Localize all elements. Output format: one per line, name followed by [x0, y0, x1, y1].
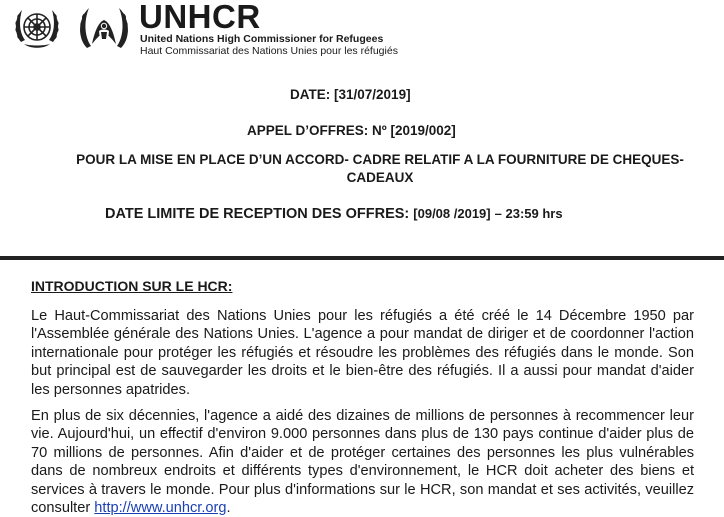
- date-value: [31/07/2019]: [334, 87, 411, 102]
- unhcr-website-link[interactable]: http://www.unhcr.org: [94, 500, 227, 517]
- tender-label: APPEL D’OFFRES: Nº: [247, 123, 387, 138]
- intro-paragraph-2: [31, 407, 694, 517]
- un-emblem-icon: [12, 2, 62, 52]
- purpose-heading: POUR LA MISE EN PLACE D’UN ACCORD- CADRE RELATIF A LA FOURNITURE DE CHEQUES-CADEAUX: [76, 152, 684, 185]
- unhcr-emblem-icon: [75, 2, 133, 54]
- brand-name-en: United Nations High Commissioner for Refugees: [140, 33, 384, 45]
- deadline-label: DATE LIMITE DE RECEPTION DES OFFRES:: [105, 206, 410, 222]
- section-divider: [0, 256, 724, 260]
- intro-title: INTRODUCTION SUR LE HCR:: [31, 278, 233, 294]
- tender-value: [2019/002]: [390, 123, 456, 138]
- brand-name: UNHCR: [139, 0, 261, 35]
- intro-paragraph-2-text: En plus de six décennies, l'agence a aidé des dizaines de millions de personnes à recommencer leur vie. Aujourd'hui, un effectif d'environ 9.000 personnes dans plus de 130 pays continue d'aider plus de 70 millions de personnes. Afin d'aider et de protéger certaines des personnes les plus vulnérables dans de nombreux endroits et différents types d'environnement, le HCR doit acheter des biens et services à travers le monde. Pour plus d'informations sur le HCR, son mandat et ses activités, veuillez consulter: [31, 408, 694, 517]
- brand-name-fr: Haut Commissariat des Nations Unies pour les réfugiés: [140, 45, 398, 57]
- tender-line: [247, 122, 456, 139]
- deadline-time: – 23:59 hrs: [494, 206, 563, 221]
- date-label: DATE:: [290, 87, 331, 102]
- link-suffix: .: [226, 500, 231, 517]
- date-line: [290, 86, 411, 103]
- intro-paragraph-1: Le Haut-Commissariat des Nations Unies pour les réfugiés a été créé le 14 Décembre 1950 par l'Assemblée générale des Nations Unies. L'agence a pour mandat de diriger et de coordonner l'action internationale pour protéger les réfugiés et résoudre les problèmes des réfugiés dans le monde. Son but principal est de sauvegarder les droits et le bien-être des réfugiés. Il a aussi pour mandat d'aider les personnes apatrides.: [31, 308, 694, 398]
- deadline-date: [09/08 /2019]: [413, 206, 491, 221]
- deadline-line: [105, 205, 563, 223]
